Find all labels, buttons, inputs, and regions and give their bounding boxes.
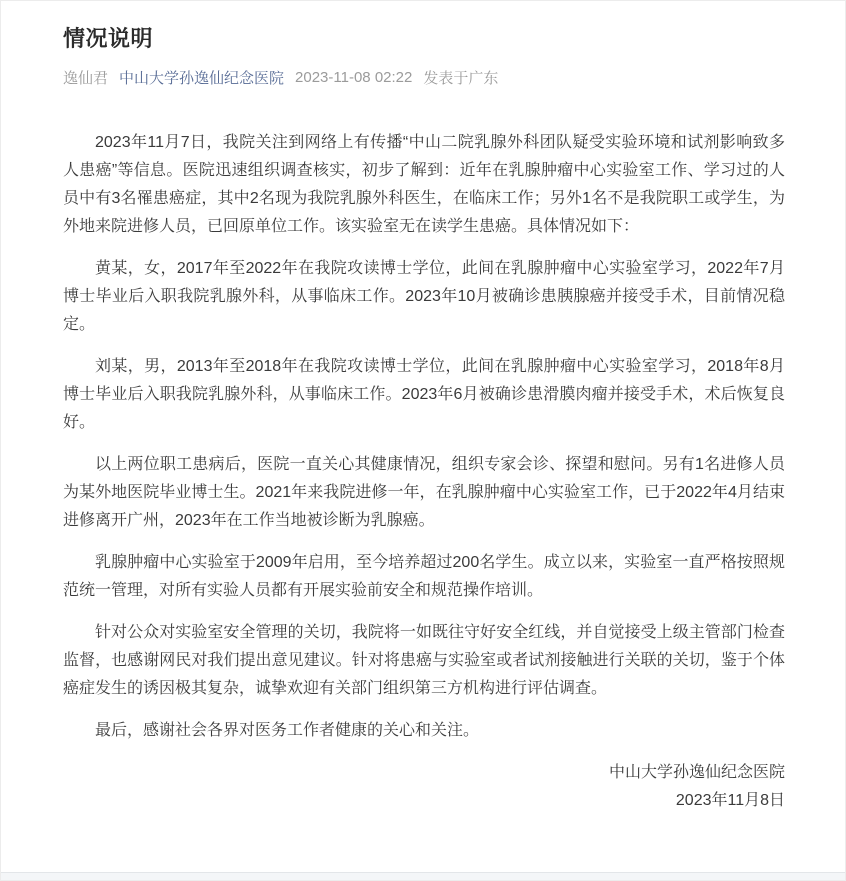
- signature-block: [63, 759, 785, 815]
- signature-date: 2023年11月8日: [675, 792, 785, 809]
- publish-datetime: 2023-11-08 02:22: [295, 69, 413, 86]
- publish-location: 发表于广东: [423, 70, 499, 87]
- article-meta: [63, 67, 785, 88]
- page-title: 情况说明: [63, 26, 154, 51]
- account-name-link[interactable]: 中山大学孙逸仙纪念医院: [119, 70, 285, 87]
- author-name: 逸仙君: [63, 70, 109, 87]
- page-bottom-edge: [1, 872, 845, 880]
- body-paragraph: 最后，感谢社会各界对医务工作者健康的关心和关注。: [95, 722, 480, 739]
- body-paragraph: 针对公众对实验室安全管理的关切，我院将一如既往守好安全红线，并自觉接受上级主管部门检查监督，也感谢网民对我们提出意见建议。针对将患癌与实验室或者试剂接触进行关联的关切，鉴于个体癌症发生的诱因极其复杂，诚挚欢迎有关部门组织第三方机构进行评估调查。: [63, 624, 785, 697]
- body-paragraph: 以上两位职工患病后，医院一直关心其健康情况，组织专家会诊、探望和慰问。另有1名进修人员为某外地医院毕业博士生。2021年来我院进修一年，在乳腺肿瘤中心实验室工作，已于2022年4月结束进修离开广州，2023年在工作当地被诊断为乳腺癌。: [63, 456, 785, 529]
- article-container: [1, 22, 845, 815]
- body-paragraph: 2023年11月7日，我院关注到网络上有传播“中山二院乳腺外科团队疑受实验环境和试剂影响致多人患癌”等信息。医院迅速组织调查核实，初步了解到：近年在乳腺肿瘤中心实验室工作、学习过的人员中有3名罹患癌症，其中2名现为我院乳腺外科医生，在临床工作；另外1名不是我院职工或学生，为外地来院进修人员，已回原单位工作。该实验室无在读学生患癌。具体情况如下：: [63, 134, 785, 235]
- article-body: [63, 129, 785, 745]
- body-paragraph: 刘某，男，2013年至2018年在我院攻读博士学位，此间在乳腺肿瘤中心实验室学习，2018年8月博士毕业后入职我院乳腺外科，从事临床工作。2023年6月被确诊患滑膜肉瘤并接受手术，术后恢复良好。: [63, 358, 785, 431]
- body-paragraph: 黄某，女，2017年至2022年在我院攻读博士学位，此间在乳腺肿瘤中心实验室学习，2022年7月博士毕业后入职我院乳腺外科，从事临床工作。2023年10月被确诊患胰腺癌并接受手术，目前情况稳定。: [63, 260, 785, 333]
- body-paragraph: 乳腺肿瘤中心实验室于2009年启用，至今培养超过200名学生。成立以来，实验室一直严格按照规范统一管理，对所有实验人员都有开展实验前安全和规范操作培训。: [63, 554, 785, 599]
- signature-name: 中山大学孙逸仙纪念医院: [608, 764, 785, 781]
